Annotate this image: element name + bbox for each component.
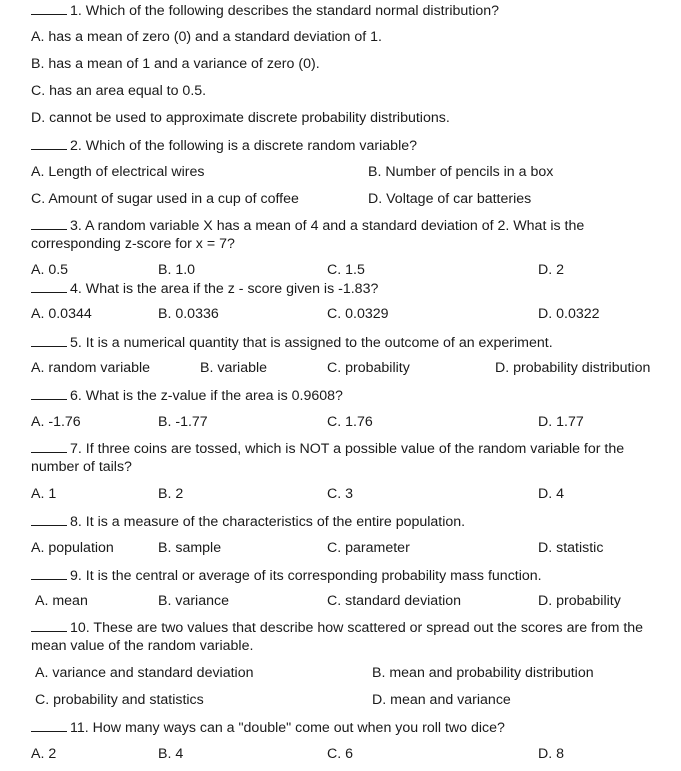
- question-11: [31, 719, 505, 737]
- answer-blank[interactable]: [31, 387, 67, 400]
- choice-b: B. 4: [158, 746, 184, 762]
- choice-b: B. 1.0: [158, 262, 196, 278]
- choice-a: A. population: [31, 540, 114, 556]
- choice-a: A. 2: [31, 746, 57, 762]
- question-stem: It is a measure of the characteristics of the entire population.: [85, 514, 466, 530]
- choice-a: A. 0.5: [31, 262, 69, 278]
- question-number: 5.: [70, 335, 82, 351]
- choice-b: B. 0.0336: [158, 306, 219, 322]
- choice-c: C. 6: [327, 746, 354, 762]
- choice-c: C. 3: [327, 486, 354, 502]
- answer-blank[interactable]: [31, 280, 67, 293]
- choice-c: C. 1.76: [327, 414, 373, 430]
- choice-c: C. probability and statistics: [35, 692, 204, 708]
- question-7: [31, 440, 661, 476]
- question-stem: How many ways can a "double" come out when you roll two dice?: [92, 720, 505, 736]
- question-9: [31, 567, 542, 585]
- choice-c: C. 1.5: [327, 262, 365, 278]
- choice-a: A. random variable: [31, 360, 151, 376]
- question-stem: Which of the following is a discrete random variable?: [85, 138, 418, 154]
- question-number: 10.: [70, 620, 90, 636]
- answer-blank[interactable]: [31, 334, 67, 347]
- choice-c: C. standard deviation: [327, 593, 462, 609]
- answer-blank[interactable]: [31, 137, 67, 150]
- question-stem: It is a numerical quantity that is assigned to the outcome of an experiment.: [85, 335, 553, 351]
- question-stem: Which of the following describes the standard normal distribution?: [85, 3, 500, 19]
- question-8: [31, 513, 465, 531]
- choice-a: A. has a mean of zero (0) and a standard deviation of 1.: [31, 29, 382, 45]
- question-number: 8.: [70, 514, 82, 530]
- question-number: 6.: [70, 388, 82, 404]
- question-number: 3.: [70, 218, 82, 234]
- choice-b: B. -1.77: [158, 414, 208, 430]
- choice-c: C. has an area equal to 0.5.: [31, 83, 207, 99]
- question-stem: If three coins are tossed, which is NOT a possible value of the random variable for the number of tails?: [31, 441, 625, 475]
- question-number: 11.: [70, 720, 89, 736]
- question-2: [31, 137, 417, 155]
- choice-b: B. variance: [158, 593, 229, 609]
- choice-d: D. 8: [538, 746, 565, 762]
- choice-b: B. has a mean of 1 and a variance of zero (0).: [31, 56, 320, 72]
- answer-blank[interactable]: [31, 719, 67, 732]
- question-stem: It is the central or average of its corresponding probability mass function.: [85, 568, 542, 584]
- choice-c: C. 0.0329: [327, 306, 389, 322]
- question-6: [31, 387, 343, 405]
- question-number: 1.: [70, 3, 82, 19]
- answer-blank[interactable]: [31, 619, 67, 632]
- question-number: 7.: [70, 441, 82, 457]
- choice-a: A. -1.76: [31, 414, 81, 430]
- choice-d: D. mean and variance: [372, 692, 511, 708]
- choice-d: D. Voltage of car batteries: [368, 191, 532, 207]
- question-stem: A random variable X has a mean of 4 and a standard deviation of 2. What is the corresponding z-score for x = 7?: [31, 218, 585, 252]
- answer-blank[interactable]: [31, 2, 67, 15]
- choice-d: D. 4: [538, 486, 565, 502]
- choice-b: B. mean and probability distribution: [372, 665, 594, 681]
- choice-a: A. 0.0344: [31, 306, 92, 322]
- choice-b: B. sample: [158, 540, 222, 556]
- choice-b: B. variable: [200, 360, 268, 376]
- choice-c: C. parameter: [327, 540, 410, 556]
- choice-a: A. 1: [31, 486, 57, 502]
- question-stem: These are two values that describe how scattered or spread out the scores are from the mean value of the random variable.: [31, 620, 644, 654]
- choice-d: D. 1.77: [538, 414, 584, 430]
- choice-c: C. Amount of sugar used in a cup of coffee: [31, 191, 299, 207]
- choice-b: B. Number of pencils in a box: [368, 164, 554, 180]
- question-3: [31, 217, 661, 253]
- answer-blank[interactable]: [31, 217, 67, 230]
- question-stem: What is the area if the z - score given is -1.83?: [85, 281, 379, 297]
- choice-d: D. cannot be used to approximate discrete probability distributions.: [31, 110, 450, 126]
- question-number: 9.: [70, 568, 82, 584]
- choice-b: B. 2: [158, 486, 184, 502]
- question-4: [31, 280, 378, 298]
- choice-a: A. mean: [35, 593, 88, 609]
- choice-d: D. statistic: [538, 540, 604, 556]
- choice-d: D. probability: [538, 593, 621, 609]
- question-1: [31, 2, 499, 20]
- answer-blank[interactable]: [31, 513, 67, 526]
- choice-a: A. variance and standard deviation: [35, 665, 254, 681]
- question-10: [31, 619, 661, 655]
- choice-d: D. probability distribution: [495, 360, 651, 376]
- choice-d: D. 0.0322: [538, 306, 600, 322]
- answer-blank[interactable]: [31, 440, 67, 453]
- question-number: 4.: [70, 281, 82, 297]
- choice-d: D. 2: [538, 262, 565, 278]
- choice-a: A. Length of electrical wires: [31, 164, 205, 180]
- choice-c: C. probability: [327, 360, 410, 376]
- question-stem: What is the z-value if the area is 0.9608?: [85, 388, 343, 404]
- question-5: [31, 334, 553, 352]
- question-number: 2.: [70, 138, 82, 154]
- answer-blank[interactable]: [31, 567, 67, 580]
